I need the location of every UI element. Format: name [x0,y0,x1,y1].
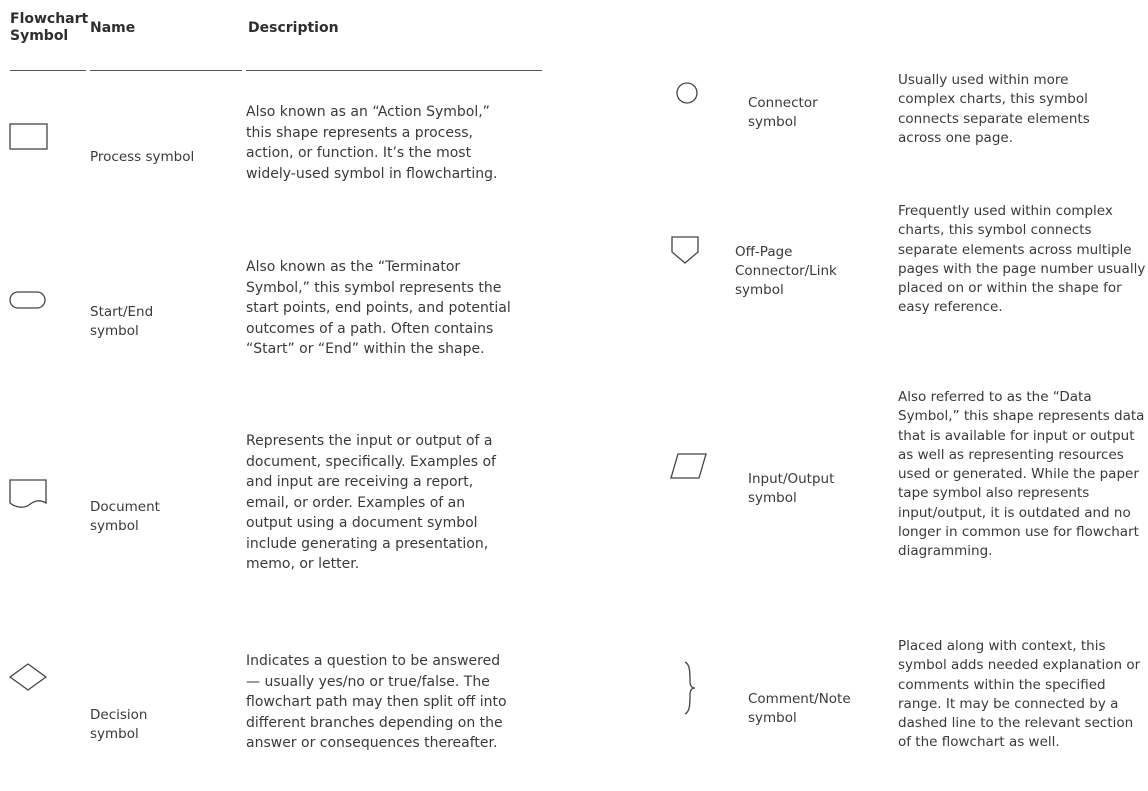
header-name: Name [90,20,136,36]
terminator-oval-icon [9,291,49,311]
row-description-connector: Usually used within more complex charts, this symbol connects separate elements across one page. [898,72,1090,146]
header-rule-name [90,70,242,71]
row-description-decision: Indicates a question to be answered — usually yes/no or true/false. The flowchart path may then split off into different branches depending on the answer or consequences thereafter. [246,653,507,751]
comment-brace-icon [680,661,700,715]
data-parallelogram-icon [669,453,709,481]
row-name-comment-note: Comment/Note symbol [748,691,851,726]
row-name-process: Process symbol [90,149,195,165]
row-name-decision: Decision symbol [90,707,148,742]
row-name-start-end: Start/End symbol [90,304,154,339]
row-name-input-output: Input/Output symbol [748,471,835,506]
connector-circle-icon [675,81,701,107]
header-rule-description [246,70,542,71]
header-description: Description [248,20,339,36]
off-page-connector-icon [671,236,701,266]
row-description-start-end: Also known as the “Terminator Symbol,” this symbol represents the start points, end points, and potential outcomes of a path. Often contains “Start” or “End” within the shape. [246,259,511,357]
row-description-input-output: Also referred to as the “Data Symbol,” this shape represents data that is available for input or output as well as representing resources used or generated. While the paper tape symbol also represents input/output, it is outdated and no longer in common use for flowchart diagramming. [898,389,1145,560]
header-flowchart-symbol: Flowchart Symbol [10,11,89,44]
row-description-document: Represents the input or output of a document, specifically. Examples of and input are receiving a report, email, or order. Examples of an output using a document symbol include generating a presentation, memo, or letter. [246,433,496,572]
header-rule-symbol [10,70,86,71]
row-description-process: Also known as an “Action Symbol,” this shape represents a process, action, or function. It’s the most widely-used symbol in flowcharting. [246,104,498,182]
process-rectangle-icon [9,123,49,151]
document-icon [9,479,49,509]
row-name-connector: Connector symbol [748,95,818,130]
row-name-document: Document symbol [90,499,160,534]
row-description-comment-note: Placed along with context, this symbol adds needed explanation or comments within the specified range. It may be connected by a dashed line to the relevant section of the flowchart as well. [898,638,1141,751]
row-description-off-page-connector: Frequently used within complex charts, this symbol connects separate elements across multiple pages with the page number usually placed on or within the shape for easy reference. [898,203,1146,316]
row-name-off-page-connector: Off-Page Connector/Link symbol [735,244,837,298]
decision-diamond-icon [8,663,48,693]
